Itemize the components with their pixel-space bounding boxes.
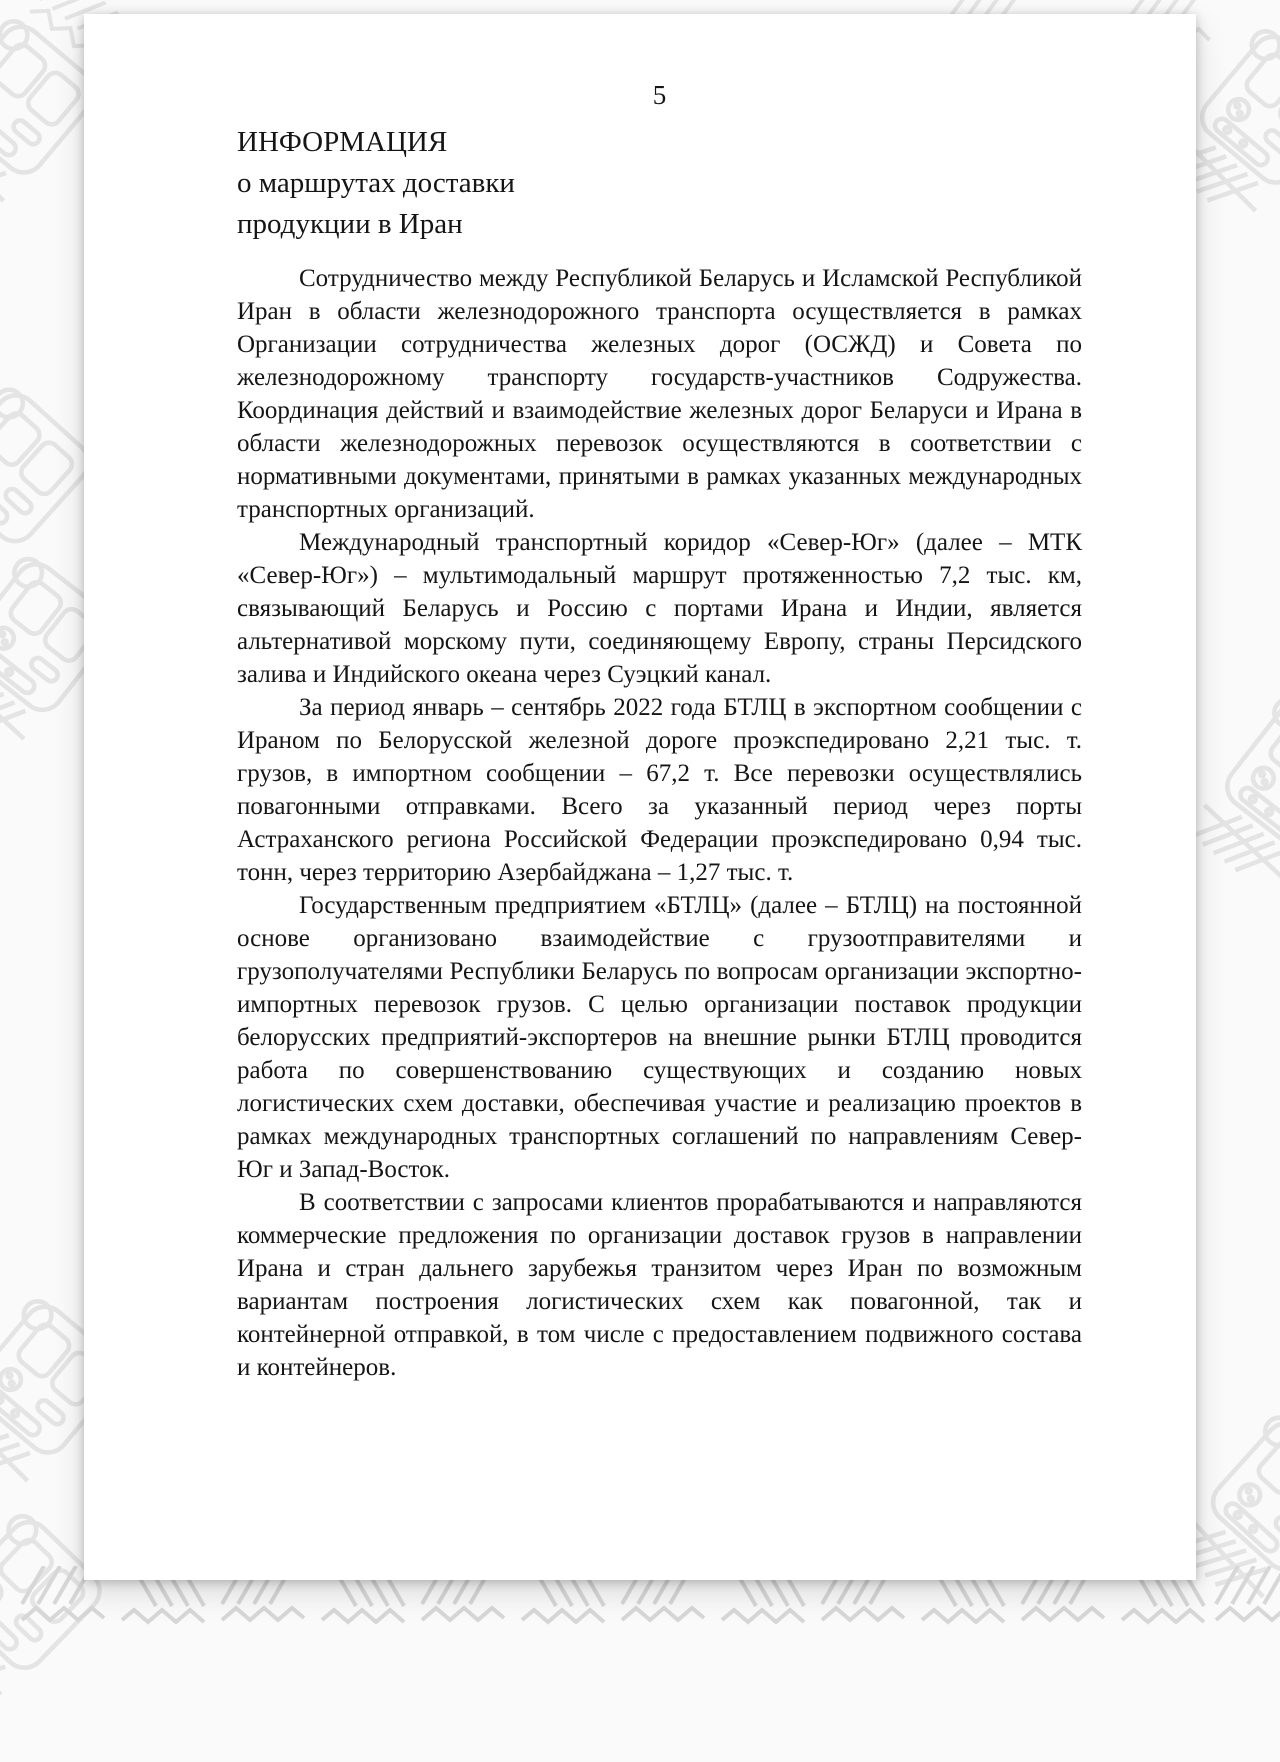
title-line-3: продукции в Иран (237, 208, 463, 240)
document-body (237, 262, 1082, 1384)
title-line-1: ИНФОРМАЦИЯ (237, 126, 448, 158)
page-number: 5 (652, 80, 667, 110)
paragraph-5: В соответствии с запросами клиентов прорабатываются и направляются коммерческие предложения по организации доставок грузов в направлении Ирана и стран дальнего зарубежья транзитом через Иран по возможным вариантам построения логистических схем как повагонной, так и контейнерной отправкой, в том числе с предоставлением подвижного состава и контейнеров. (237, 1189, 1082, 1381)
hatch-watermark-icon (1214, 1566, 1280, 1626)
title-line-2: о маршрутах доставки (237, 167, 515, 199)
paragraph-4: Государственным предприятием «БТЛЦ» (далее – БТЛЦ) на постоянной основе организовано взаимодействие с грузоотправителями и грузополучателями Республики Беларусь по вопросам организации экспортно-импортных перевозок грузов. С целью организации поставок продукции белорусских предприятий-экспортеров на внешние рынки БТЛЦ проводится работа по совершенствованию существующих и созданию новых логистических схем доставки, обеспечивая участие и реализацию проектов в рамках международных транспортных соглашений по направлениям Север-Юг и Запад-Восток. (237, 892, 1082, 1183)
paragraph-2: Международный транспортный коридор «Север-Юг» (далее – МТК «Север-Юг») – мультимодальный маршрут протяженностью 7,2 тыс. км, связывающий Беларусь и Россию с портами Ирана и Индии, является альтернативой морскому пути, соединяющему Европу, страны Персидского залива и Индийского океана через Суэцкий канал. (237, 529, 1082, 688)
document-page (84, 14, 1196, 1580)
document-title (237, 122, 1082, 245)
paragraph-3: За период январь – сентябрь 2022 года БТЛЦ в экспортном сообщении с Ираном по Белорусской железной дороге проэкспедировано 2,21 тыс. т. грузов, в импортном сообщении – 67,2 т. Все перевозки осуществлялись повагонными отправками. Всего за указанный период через порты Астраханского региона Российской Федерации проэкспедировано 0,94 тыс. тонн, через территорию Азербайджана – 1,27 тыс. т. (237, 694, 1082, 886)
paragraph-1: Сотрудничество между Республикой Беларусь и Исламской Республикой Иран в области железнодорожного транспорта осуществляется в рамках Организации сотрудничества железных дорог (ОСЖД) и Совета по железнодорожному транспорту государств-участников Содружества. Координация действий и взаимодействие железных дорог Беларуси и Ирана в области железнодорожных перевозок осуществляются в соответствии с нормативными документами, принятыми в рамках указанных международных транспортных организаций. (237, 265, 1082, 523)
page-content (84, 14, 1196, 1384)
